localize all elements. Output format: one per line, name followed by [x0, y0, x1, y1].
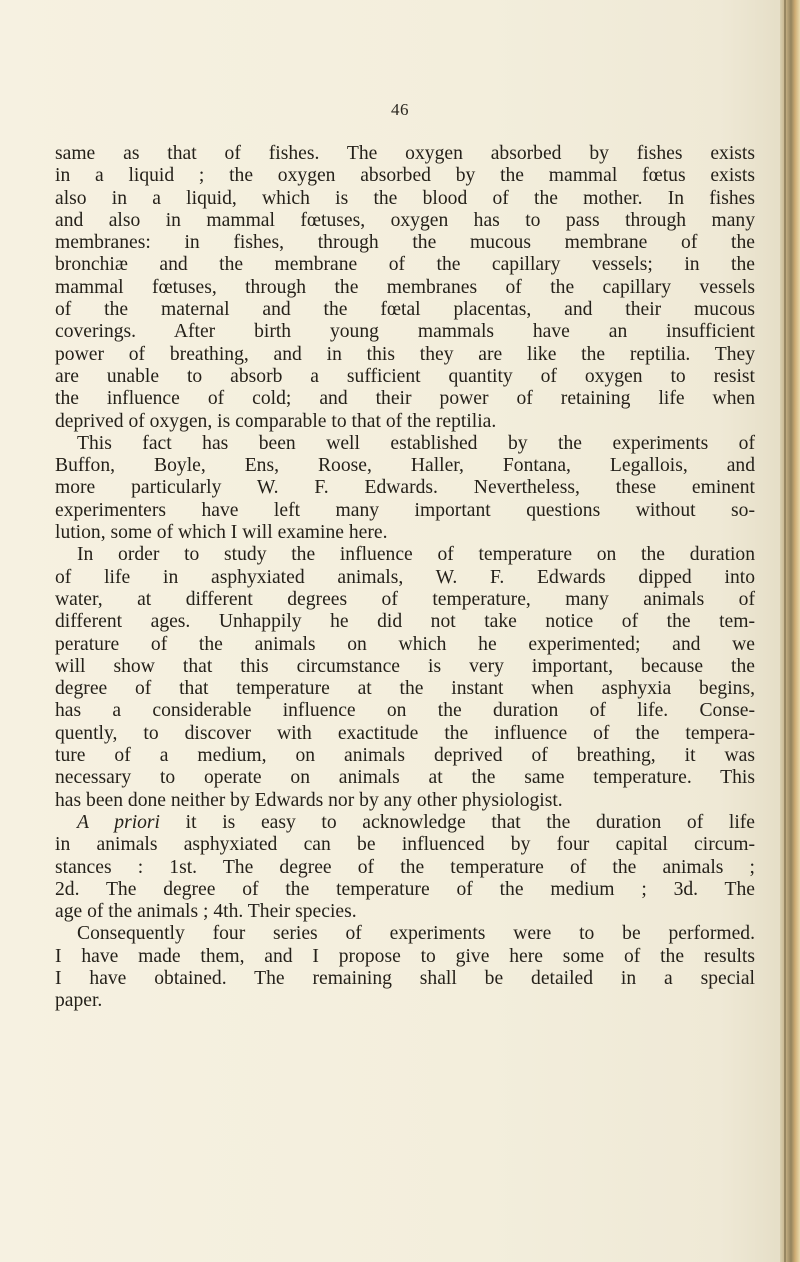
text-line: lution, some of which I will examine here. — [55, 522, 388, 544]
text-line: In order to study the influence of temperature on the duration — [77, 544, 755, 566]
text-line: This fact has been well established by the experiments of — [77, 432, 755, 454]
text-line: and also in mammal fœtuses, oxygen has to pass through many — [55, 209, 755, 231]
text-line: deprived of oxygen, is comparable to that of the reptilia. — [55, 410, 497, 432]
text-line — [55, 812, 755, 834]
text-line: Buffon, Boyle, Ens, Roose, Haller, Fontana, Legallois, and — [55, 455, 755, 477]
text-line: in animals asphyxiated can be influenced by four capital circum- — [55, 834, 755, 856]
text-line: more particularly W. F. Edwards. Nevertheless, these eminent — [55, 477, 755, 499]
text-line: water, at different degrees of temperature, many animals of — [55, 588, 755, 610]
text-line: are unable to absorb a sufficient quantity of oxygen to resist — [55, 365, 755, 387]
page-edge-shadow — [784, 0, 786, 1262]
text-line: I have obtained. The remaining shall be detailed in a special — [55, 967, 755, 989]
text-line: has a considerable influence on the duration of life. Conse- — [55, 700, 755, 722]
text-line: paper. — [55, 990, 103, 1012]
text-line: perature of the animals on which he experimented; and we — [55, 633, 755, 655]
text-line: stances : 1st. The degree of the temperature of the animals ; — [55, 856, 755, 878]
text-line: ture of a medium, on animals deprived of breathing, it was — [55, 745, 755, 767]
italic-phrase: A priori — [77, 811, 161, 833]
text-line: also in a liquid, which is the blood of the mother. In fishes — [55, 187, 755, 209]
text-line: quently, to discover with exactitude the influence of the tempera- — [55, 722, 755, 744]
text-line: coverings. After birth young mammals have an insufficient — [55, 321, 755, 343]
body-text — [55, 143, 755, 1013]
text-line: membranes: in fishes, through the mucous membrane of the — [55, 232, 755, 254]
text-line: age of the animals ; 4th. Their species. — [55, 901, 357, 923]
text-line: same as that of fishes. The oxygen absorbed by fishes exists — [55, 143, 755, 164]
text-line: of the maternal and the fœtal placentas, and their mucous — [55, 299, 755, 321]
text-line: of life in asphyxiated animals, W. F. Edwards dipped into — [55, 566, 755, 588]
page-binding-edge — [780, 0, 800, 1262]
page-number: 46 — [391, 100, 409, 119]
text-line: different ages. Unhappily he did not take notice of the tem- — [55, 611, 755, 633]
text-line: mammal fœtuses, through the membranes of the capillary vessels — [55, 276, 755, 298]
text-line: Consequently four series of experiments were to be performed. — [77, 923, 755, 945]
text-line: has been done neither by Edwards nor by any other physiologist. — [55, 789, 563, 811]
text-line: degree of that temperature at the instant when asphyxia begins, — [55, 678, 755, 700]
text-line: power of breathing, and in this they are like the reptilia. They — [55, 343, 755, 365]
text-line: I have made them, and I propose to give here some of the results — [55, 945, 755, 967]
text-line: will show that this circumstance is very important, because the — [55, 655, 755, 677]
text-line: bronchiæ and the membrane of the capillary vessels; in the — [55, 254, 755, 276]
text-line-rest: it is easy to acknowledge that the duration of life — [160, 811, 755, 833]
text-line: in a liquid ; the oxygen absorbed by the mammal fœtus exists — [55, 165, 755, 187]
text-line: 2d. The degree of the temperature of the medium ; 3d. The — [55, 878, 755, 900]
text-line: necessary to operate on animals at the same temperature. This — [55, 767, 755, 789]
text-line: experimenters have left many important questions without so- — [55, 499, 755, 521]
text-line: the influence of cold; and their power of retaining life when — [55, 388, 755, 410]
